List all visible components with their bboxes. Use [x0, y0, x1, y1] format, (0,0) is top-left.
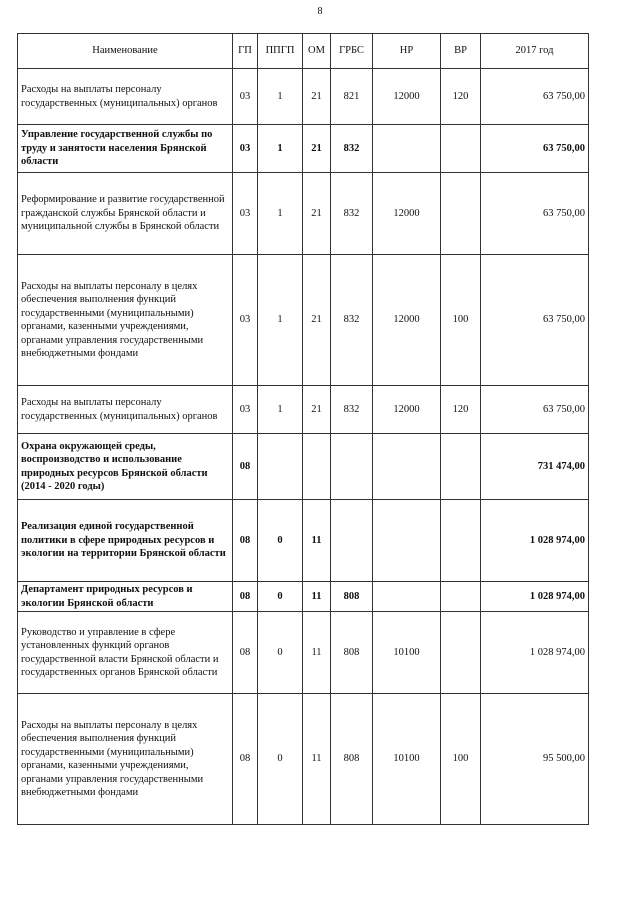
header-gp: ГП [233, 34, 258, 69]
cell-amount: 1 028 974,00 [481, 582, 589, 612]
cell-grbs: 832 [331, 386, 373, 434]
cell-ppgp: 1 [258, 173, 303, 255]
cell-ppgp: 1 [258, 386, 303, 434]
table-row [18, 69, 589, 125]
cell-vr [441, 125, 481, 173]
cell-vr: 120 [441, 386, 481, 434]
cell-amount: 63 750,00 [481, 255, 589, 386]
cell-ppgp: 1 [258, 255, 303, 386]
cell-om: 11 [303, 500, 331, 582]
cell-amount: 1 028 974,00 [481, 612, 589, 694]
cell-name: Управление государственной службы по труду и занятости населения Брянской области [18, 125, 233, 173]
cell-grbs: 821 [331, 69, 373, 125]
cell-grbs: 808 [331, 694, 373, 825]
cell-name: Руководство и управление в сфере установленных функций органов государственной власти Брянской области и государственных органов Брянской области [18, 612, 233, 694]
table-row [18, 694, 589, 825]
cell-np: 12000 [373, 69, 441, 125]
cell-gp: 03 [233, 69, 258, 125]
cell-name: Расходы на выплаты персоналу в целях обеспечения выполнения функций государственными (муниципальными) органами, казенными учреждениями, органами управления государственными внебюджетными фондами [18, 694, 233, 825]
cell-name: Охрана окружающей среды, воспроизводство и использование природных ресурсов Брянской области (2014 - 2020 годы) [18, 434, 233, 500]
cell-ppgp [258, 434, 303, 500]
cell-amount: 63 750,00 [481, 386, 589, 434]
cell-grbs [331, 500, 373, 582]
table-body [18, 69, 589, 825]
cell-om [303, 434, 331, 500]
cell-grbs: 808 [331, 582, 373, 612]
header-name: Наименование [18, 34, 233, 69]
cell-gp: 08 [233, 694, 258, 825]
cell-grbs: 832 [331, 125, 373, 173]
cell-vr [441, 500, 481, 582]
cell-ppgp: 0 [258, 500, 303, 582]
cell-amount: 63 750,00 [481, 125, 589, 173]
table-row [18, 500, 589, 582]
cell-vr [441, 582, 481, 612]
cell-vr [441, 612, 481, 694]
cell-om: 21 [303, 255, 331, 386]
cell-gp: 03 [233, 125, 258, 173]
cell-om: 21 [303, 386, 331, 434]
cell-np [373, 500, 441, 582]
cell-np [373, 582, 441, 612]
cell-vr: 100 [441, 694, 481, 825]
cell-ppgp: 0 [258, 694, 303, 825]
table-row [18, 125, 589, 173]
cell-grbs: 832 [331, 173, 373, 255]
page-number: 8 [317, 6, 323, 17]
header-grbs: ГРБС [331, 34, 373, 69]
cell-gp: 03 [233, 386, 258, 434]
table-header [18, 34, 589, 69]
cell-np: 10100 [373, 694, 441, 825]
cell-amount: 95 500,00 [481, 694, 589, 825]
cell-ppgp: 0 [258, 612, 303, 694]
cell-np [373, 125, 441, 173]
cell-name: Расходы на выплаты персоналу государственных (муниципальных) органов [18, 386, 233, 434]
cell-om: 21 [303, 173, 331, 255]
cell-grbs: 808 [331, 612, 373, 694]
table-row [18, 255, 589, 386]
table-row [18, 434, 589, 500]
table-row [18, 173, 589, 255]
cell-gp: 08 [233, 612, 258, 694]
cell-vr [441, 173, 481, 255]
header-np: НР [373, 34, 441, 69]
cell-om: 11 [303, 582, 331, 612]
cell-name: Департамент природных ресурсов и экологии Брянской области [18, 582, 233, 612]
cell-om: 11 [303, 694, 331, 825]
cell-amount: 63 750,00 [481, 69, 589, 125]
cell-gp: 08 [233, 582, 258, 612]
header-year: 2017 год [481, 34, 589, 69]
cell-amount: 731 474,00 [481, 434, 589, 500]
cell-gp: 08 [233, 434, 258, 500]
cell-gp: 08 [233, 500, 258, 582]
cell-om: 11 [303, 612, 331, 694]
cell-ppgp: 1 [258, 125, 303, 173]
cell-vr: 120 [441, 69, 481, 125]
table-row [18, 386, 589, 434]
cell-name: Расходы на выплаты персоналу государственных (муниципальных) органов [18, 69, 233, 125]
header-ppgp: ППГП [258, 34, 303, 69]
cell-gp: 03 [233, 173, 258, 255]
cell-ppgp: 1 [258, 69, 303, 125]
cell-np: 12000 [373, 386, 441, 434]
header-om: ОМ [303, 34, 331, 69]
budget-table [17, 33, 589, 825]
table-row [18, 612, 589, 694]
cell-ppgp: 0 [258, 582, 303, 612]
cell-np: 12000 [373, 173, 441, 255]
cell-grbs [331, 434, 373, 500]
cell-amount: 1 028 974,00 [481, 500, 589, 582]
cell-amount: 63 750,00 [481, 173, 589, 255]
cell-np: 10100 [373, 612, 441, 694]
cell-gp: 03 [233, 255, 258, 386]
header-row [18, 34, 589, 69]
cell-np: 12000 [373, 255, 441, 386]
cell-name: Реформирование и развитие государственной гражданской службы Брянской области и муниципальной службы в Брянской области [18, 173, 233, 255]
cell-name: Реализация единой государственной политики в сфере природных ресурсов и экологии на территории Брянской области [18, 500, 233, 582]
cell-grbs: 832 [331, 255, 373, 386]
cell-np [373, 434, 441, 500]
cell-name: Расходы на выплаты персоналу в целях обеспечения выполнения функций государственными (муниципальными) органами, казенными учреждениями, органами управления государственными внебюджетными фондами [18, 255, 233, 386]
cell-vr: 100 [441, 255, 481, 386]
cell-vr [441, 434, 481, 500]
cell-om: 21 [303, 69, 331, 125]
table-row [18, 582, 589, 612]
header-vr: ВР [441, 34, 481, 69]
cell-om: 21 [303, 125, 331, 173]
